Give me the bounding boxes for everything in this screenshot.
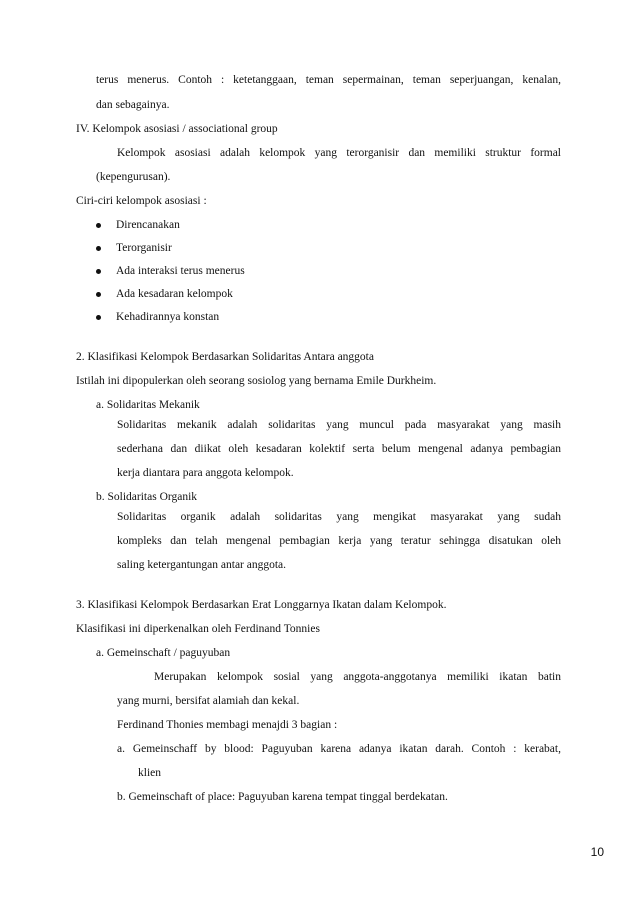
bullet-icon xyxy=(96,269,101,274)
sub-b-line-1: b. Gemeinschaft of place: Paguyuban karena tempat tinggal berdekatan. xyxy=(117,791,448,803)
page-number: 10 xyxy=(590,845,604,859)
section-2-intro: Istilah ini dipopulerkan oleh seorang sosiolog yang bernama Emile Durkheim. xyxy=(76,375,437,387)
gemeinschaft-line-2: yang murni, bersifat alamiah dan kekal. xyxy=(117,695,300,707)
list-item-label: Direncanakan xyxy=(116,219,180,231)
section-2-heading: 2. Klasifikasi Kelompok Berdasarkan Solidaritas Antara anggota xyxy=(76,351,374,363)
mekanik-heading: a. Solidaritas Mekanik xyxy=(96,399,200,411)
bullet-icon xyxy=(96,223,101,228)
bullet-icon xyxy=(96,246,101,251)
mekanik-line-3: kerja diantara para anggota kelompok. xyxy=(117,467,294,479)
ferdinand-line: Ferdinand Thonies membagi menajdi 3 bagian : xyxy=(117,719,338,731)
bullet-icon xyxy=(96,292,101,297)
gemeinschaft-line-1: Merupakan kelompok sosial yang anggota-anggotanya memiliki ikatan batin xyxy=(154,671,561,683)
mekanik-line-2: sederhana dan diikat oleh kesadaran kolektif serta belum mengenal adanya pembagian xyxy=(117,443,561,455)
intro-line-2: dan sebagainya. xyxy=(96,99,170,111)
mekanik-line-1: Solidaritas mekanik adalah solidaritas yang muncul pada masyarakat yang masih xyxy=(117,419,561,431)
section-4-definition-line-2: (kepengurusan). xyxy=(96,171,171,183)
intro-line-1: terus menerus. Contoh : ketetanggaan, teman sepermainan, teman seperjuangan, kenalan, xyxy=(96,74,561,86)
section-3-intro: Klasifikasi ini diperkenalkan oleh Ferdinand Tonnies xyxy=(76,623,320,635)
sub-a-line-2: klien xyxy=(138,767,161,779)
section-4-definition-line-1: Kelompok asosiasi adalah kelompok yang terorganisir dan memiliki struktur formal xyxy=(117,147,561,159)
organik-line-2: kompleks dan telah mengenal pembagian kerja yang teratur sehingga disatukan oleh xyxy=(117,535,561,547)
list-item-label: Terorganisir xyxy=(116,242,172,254)
list-item-label: Kehadirannya konstan xyxy=(116,311,220,323)
list-item-label: Ada kesadaran kelompok xyxy=(116,288,233,300)
organik-heading: b. Solidaritas Organik xyxy=(96,491,198,503)
gemeinschaft-heading: a. Gemeinschaft / paguyuban xyxy=(96,647,231,659)
section-4-heading: IV. Kelompok asosiasi / associational group xyxy=(76,123,278,135)
ciri-heading: Ciri-ciri kelompok asosiasi : xyxy=(76,195,207,207)
organik-line-3: saling ketergantungan antar anggota. xyxy=(117,559,287,571)
sub-a-line-1: a. Gemeinschaff by blood: Paguyuban karena adanya ikatan darah. Contoh : kerabat, xyxy=(117,743,561,755)
section-3-heading: 3. Klasifikasi Kelompok Berdasarkan Erat Longgarnya Ikatan dalam Kelompok. xyxy=(76,599,447,611)
list-item-label: Ada interaksi terus menerus xyxy=(116,265,245,277)
organik-line-1: Solidaritas organik adalah solidaritas yang mengikat masyarakat yang sudah xyxy=(117,511,561,523)
bullet-icon xyxy=(96,315,101,320)
